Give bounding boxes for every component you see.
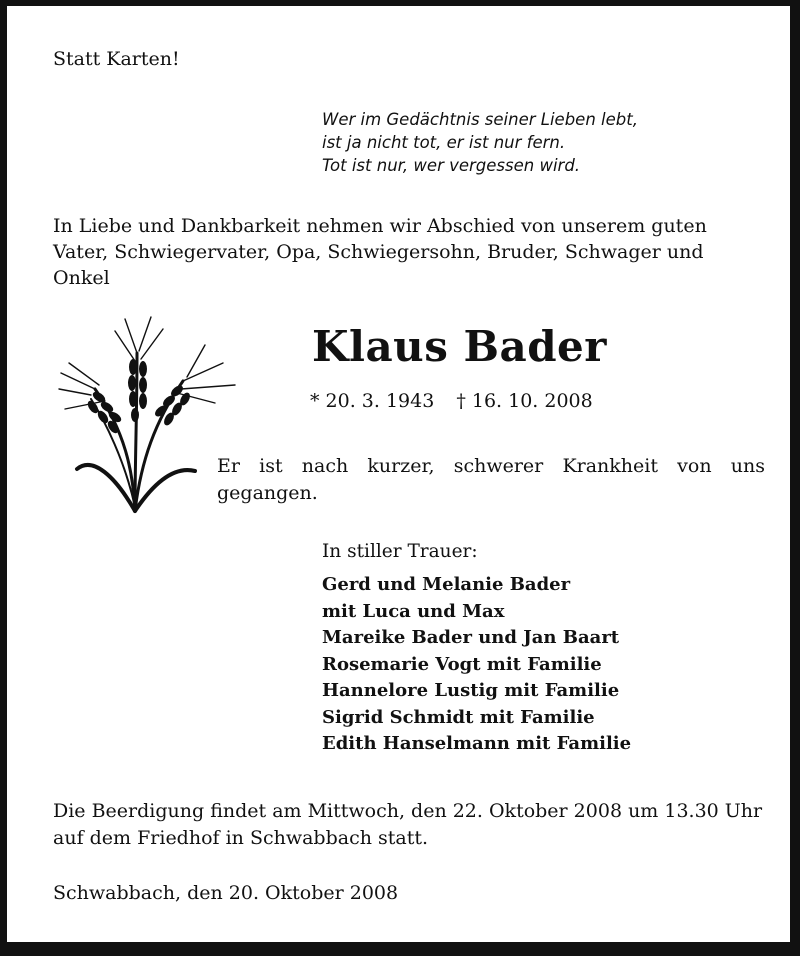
mourning-label: In stiller Trauer:: [322, 541, 478, 562]
death-note: Er ist nach kurzer, schwerer Krankheit von uns gegangen.: [217, 455, 765, 504]
mourner-line: Gerd und Melanie Bader: [322, 574, 571, 595]
poem-line: Tot ist nur, wer vergessen wird.: [322, 156, 581, 175]
place-date: Schwabbach, den 20. Oktober 2008: [53, 882, 399, 904]
mourner-line: Rosemarie Vogt mit Familie: [322, 653, 602, 675]
mourner-line: Mareike Bader und Jan Baart: [322, 627, 620, 648]
poem-line: Wer im Gedächtnis seiner Lieben lebt,: [322, 110, 638, 129]
death-date: † 16. 10. 2008: [456, 390, 593, 412]
birth-date: * 20. 3. 1943: [310, 390, 435, 412]
poem: [322, 108, 638, 177]
mourner-line: Hannelore Lustig mit Familie: [322, 680, 620, 701]
intro-text: In Liebe und Dankbarkeit nehmen wir Abschied von unserem guten Vater, Schwiegervater, Opa, Schwiegersohn, Bruder, Schwager und Onkel: [53, 215, 707, 289]
life-dates: [310, 390, 593, 412]
poem-line: ist ja nicht tot, er ist nur fern.: [322, 133, 566, 152]
salutation: Statt Karten!: [53, 48, 180, 70]
mourner-line: Sigrid Schmidt mit Familie: [322, 706, 595, 728]
deceased-name: Klaus Bader: [312, 322, 607, 371]
mourners-list: [322, 572, 631, 758]
funeral-info: Die Beerdigung findet am Mittwoch, den 22. Oktober 2008 um 13.30 Uhr auf dem Friedhof in Schwabbach statt.: [53, 800, 763, 849]
mourner-line: mit Luca und Max: [322, 600, 505, 622]
mourner-line: Edith Hanselmann mit Familie: [322, 733, 632, 754]
